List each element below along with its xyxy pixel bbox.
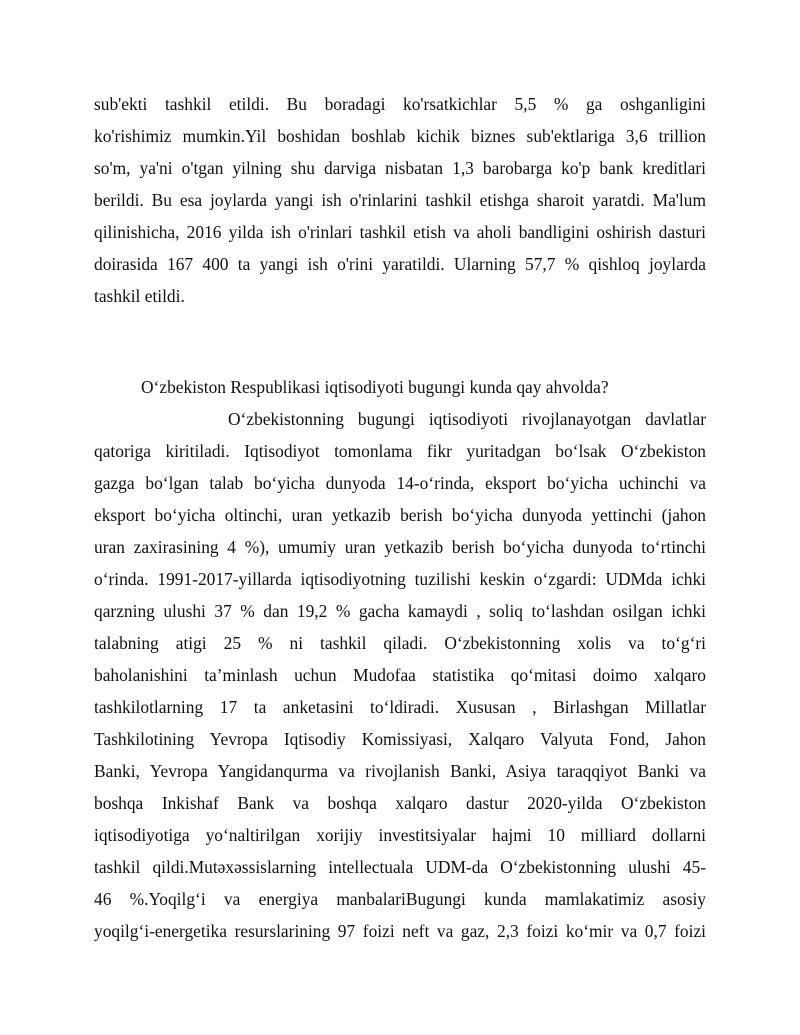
paragraph-2-line: iqtisodiyotiga yo‘naltirilgan xorijiy investitsiyalar hajmi 10 milliard dollarni [94, 825, 706, 845]
paragraph-2-line: uran zaxirasining 4 %), umumiy uran yetkazib berish bo‘yicha dunyoda to‘rtinchi [94, 537, 706, 557]
paragraph-2-line: O‘zbekistonning bugungi iqtisodiyoti rivojlanayotgan davlatlar [228, 409, 706, 429]
paragraph-2-line: boshqa Inkishaf Bank va boshqa xalqaro dastur 2020-yilda O‘zbekiston [94, 793, 706, 813]
paragraph-2-line: o‘rinda. 1991-2017-yillarda iqtisodiyotning tuzilishi keskin o‘zgardi: UDMda ichki [94, 569, 706, 589]
paragraph-1-line: qilinishicha, 2016 yilda ish o'rinlari tashkil etish va aholi bandligini oshirish dasturi [94, 222, 706, 242]
paragraph-2-line: eksport bo‘yicha oltinchi, uran yetkazib berish bo‘yicha dunyoda yettinchi (jahon [94, 505, 706, 525]
paragraph-1-line: berildi. Bu esa joylarda yangi ish o'rinlarini tashkil etishga sharoit yaratdi. Ma'lum [94, 190, 706, 210]
paragraph-1-line: so'm, ya'ni o'tgan yilning shu darviga nisbatan 1,3 barobarga ko'p bank kreditlari [94, 158, 706, 178]
paragraph-2-line: tashkilotlarning 17 ta anketasini to‘ldiradi. Xususan , Birlashgan Millatlar [94, 697, 706, 717]
paragraph-2-line: yoqilg‘i-energetika resurslarining 97 foizi neft va gaz, 2,3 foizi ko‘mir va 0,7 foizi [94, 921, 706, 941]
paragraph-1-line: sub'ekti tashkil etildi. Bu boradagi ko'rsatkichlar 5,5 % ga oshganligini [94, 94, 706, 114]
paragraph-2-line: Tashkilotining Yevropa Iqtisodiy Komissiyasi, Xalqaro Valyuta Fond, Jahon [94, 729, 706, 749]
paragraph-2-line: baholanishini ta’minlash uchun Mudofaa statistika qo‘mitasi doimo xalqaro [94, 665, 706, 685]
paragraph-1-line: tashkil etildi. [94, 286, 185, 306]
paragraph-2-line: talabning atigi 25 % ni tashkil qiladi. O‘zbekistonning xolis va to‘g‘ri [94, 633, 706, 653]
paragraph-1-line: ko'rishimiz mumkin.Yil boshidan boshlab kichik biznes sub'ektlariga 3,6 trillion [94, 126, 706, 146]
section-heading: O‘zbekiston Respublikasi iqtisodiyoti bugungi kunda qay ahvolda? [141, 377, 609, 397]
paragraph-2-line: Banki, Yevropa Yangidanqurma va rivojlanish Banki, Asiya taraqqiyot Banki va [94, 761, 706, 781]
paragraph-2-line: qatoriga kiritiladi. Iqtisodiyot tomonlama fikr yuritadgan bo‘lsak O‘zbekiston [94, 441, 706, 461]
paragraph-2-line: tashkil qildi.Mutəxəssislarning intellectuala UDM-da O‘zbekistonning ulushi 45- [94, 857, 706, 877]
paragraph-2-line: 46 %.Yoqilg‘i va energiya manbalariBugungi kunda mamlakatimiz asosiy [94, 889, 706, 909]
paragraph-1-line: doirasida 167 400 ta yangi ish o'rini yaratildi. Ularning 57,7 % qishloq joylarda [94, 254, 706, 274]
paragraph-2-line: qarzning ulushi 37 % dan 19,2 % gacha kamaydi , soliq to‘lashdan osilgan ichki [94, 601, 706, 621]
paragraph-2-line: gazga bo‘lgan talab bo‘yicha dunyoda 14-o‘rinda, eksport bo‘yicha uchinchi va [94, 473, 706, 493]
